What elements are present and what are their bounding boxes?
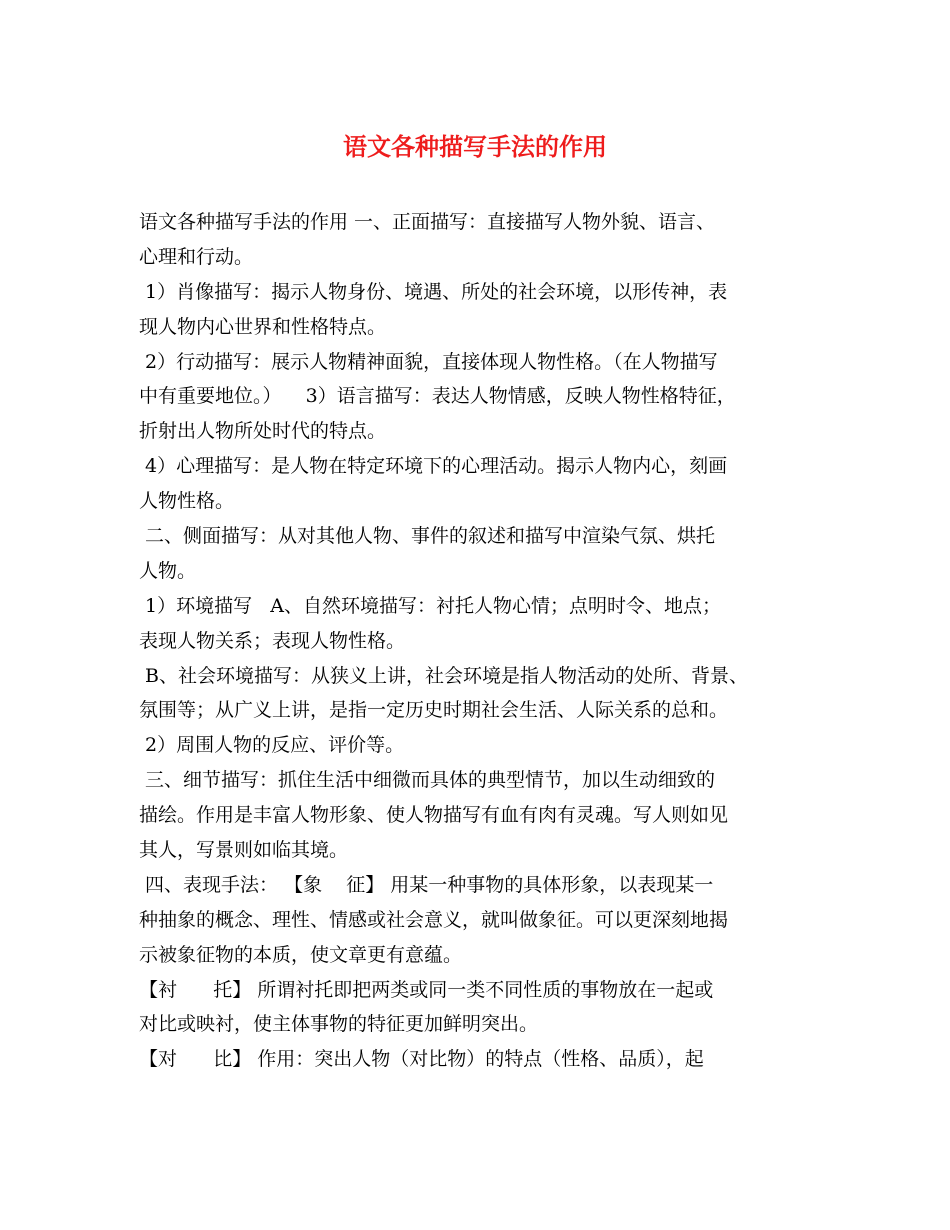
paragraph-line: 现人物内心世界和性格特点。 [139,315,387,338]
paragraph-line: 氛围等；从广义上讲，是指一定历史时期社会生活、人际关系的总和。 [139,699,729,722]
paragraph-line: 4）心理描写：是人物在特定环境下的心理活动。揭示人物内心，刻画 [139,455,728,478]
paragraph-line: 折射出人物所处时代的特点。 [139,420,387,443]
paragraph-line: 表现人物关系；表现人物性格。 [139,629,406,652]
paragraph-line: 1）环境描写 A、自然环境描写：衬托人物心情；点明时令、地点； [139,594,721,617]
paragraph-line: 1）肖像描写：揭示人物身份、境遇、所处的社会环境，以形传神，表 [139,280,728,303]
paragraph-line: 人物性格。 [139,490,235,513]
document-body [139,205,829,1077]
paragraph-line: 示被象征物的本质，使文章更有意蕴。 [139,943,463,966]
paragraph-line: 二、侧面描写：从对其他人物、事件的叙述和描写中渲染气氛、烘托 [139,525,716,548]
paragraph-line: 中有重要地位。） 3）语言描写：表达人物情感，反映人物性格特征， [139,385,736,408]
page-title: 语文各种描写手法的作用 [343,132,607,161]
paragraph-line: 四、表现手法： 【象 征】 用某一种事物的具体形象，以表现某一 [139,873,714,896]
paragraph-line: 语文各种描写手法的作用 一、正面描写：直接描写人物外貌、语言、 [139,211,716,233]
paragraph-line: B、社会环境描写：从狭义上讲，社会环境是指人物活动的处所、背景、 [139,664,749,687]
paragraph-line: 描绘。作用是丰富人物形象、使人物描写有血有肉有灵魂。写人则如见 [139,804,729,827]
paragraph-line: 【对 比】 作用：突出人物（对比物）的特点（性格、品质），起 [139,1048,704,1071]
paragraph-line: 2）周围人物的反应、评价等。 [139,734,405,757]
paragraph-line: 【衬 托】 所谓衬托即把两类或同一类不同性质的事物放在一起或 [139,978,714,1001]
paragraph-line: 心理和行动。 [139,245,254,268]
paragraph-line: 对比或映衬，使主体事物的特征更加鲜明突出。 [139,1013,539,1036]
paragraph-line: 人物。 [139,559,197,582]
paragraph-line: 三、细节描写：抓住生活中细微而具体的典型情节，加以生动细致的 [139,769,716,792]
paragraph-line: 2）行动描写：展示人物精神面貌，直接体现人物性格。（在人物描写 [139,350,718,373]
paragraph-line: 种抽象的概念、理性、情感或社会意义，就叫做象征。可以更深刻地揭 [139,908,729,931]
paragraph-line: 其人，写景则如临其境。 [139,839,349,862]
